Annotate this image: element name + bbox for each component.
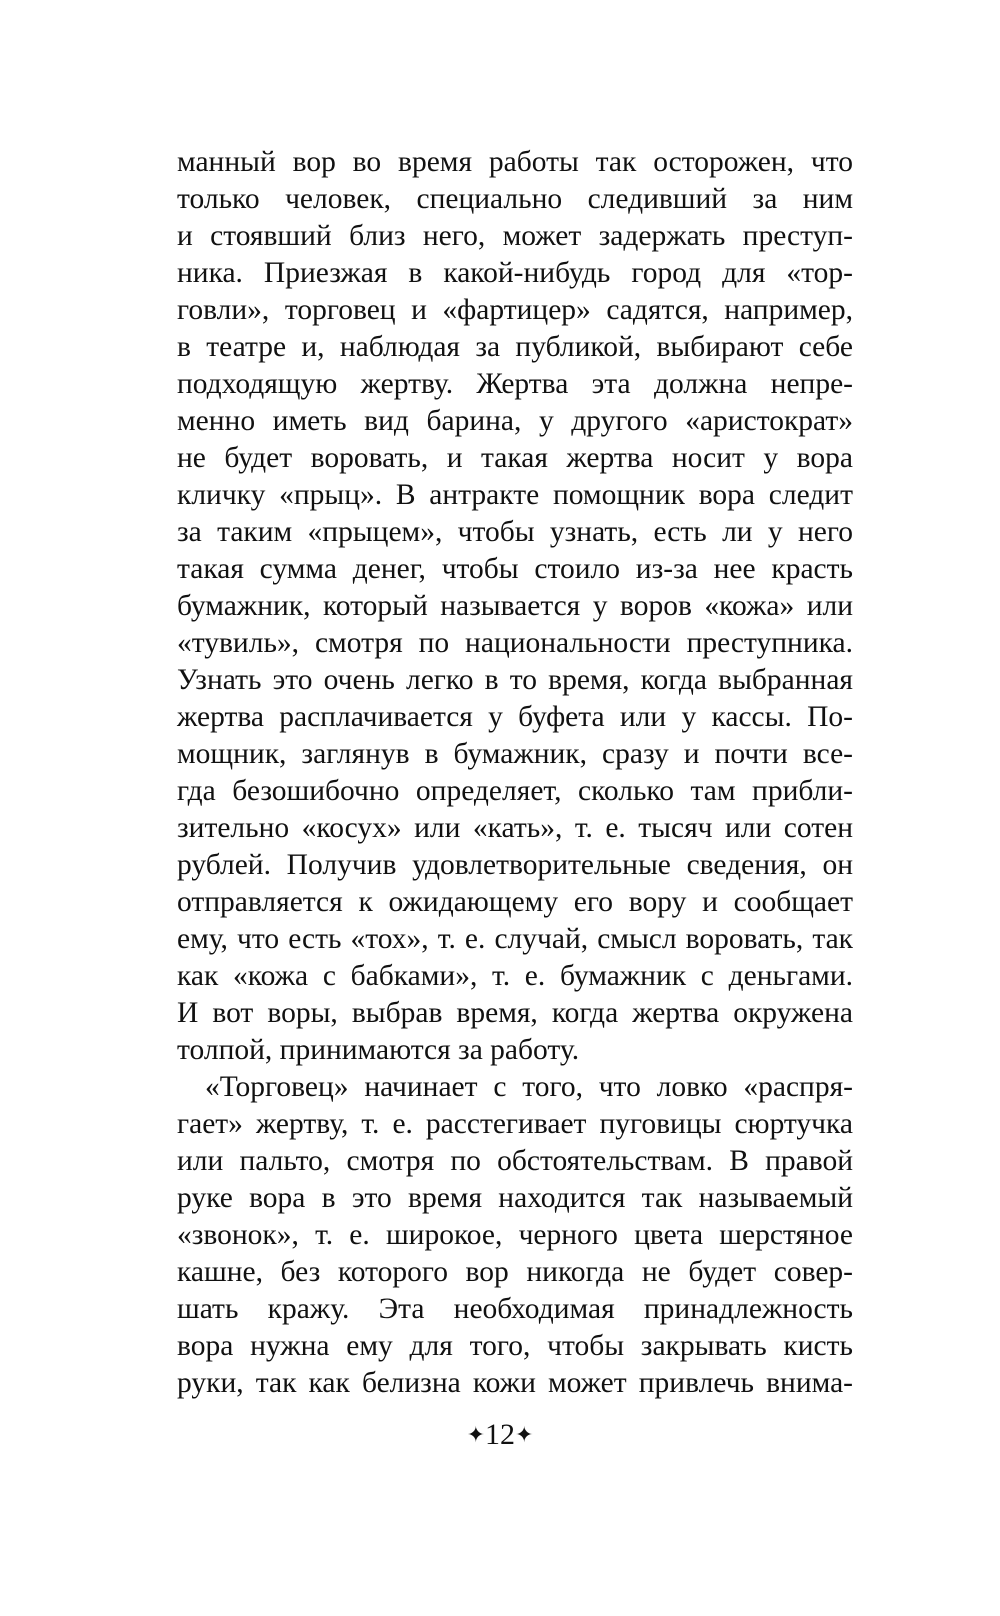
text-line: руке вора в это время находится так называемый xyxy=(177,1182,853,1214)
text-line: «звонок», т. е. широкое, черного цвета шерстяное xyxy=(177,1219,853,1251)
text-line: рублей. Получив удовлетворительные сведения, он xyxy=(177,849,853,881)
text-line: манный вор во время работы так осторожен, что xyxy=(177,146,853,178)
text-line: «тувиль», смотря по национальности преступника. xyxy=(177,627,853,659)
text-line: только человек, специально следивший за ним xyxy=(177,183,853,215)
text-line: или пальто, смотря по обстоятельствам. В правой xyxy=(177,1145,853,1177)
text-line: как «кожа с бабками», т. е. бумажник с деньгами. xyxy=(177,960,853,992)
text-line: говли», торговец и «фартицер» садятся, например, xyxy=(177,294,853,326)
text-line: в театре и, наблюдая за публикой, выбирают себе xyxy=(177,331,853,363)
text-line: такая сумма денег, чтобы стоило из-за нее красть xyxy=(177,553,853,585)
text-line: зительно «косух» или «кать», т. е. тысяч или сотен xyxy=(177,812,853,844)
text-line: гает» жертву, т. е. расстегивает пуговицы сюртучка xyxy=(177,1108,853,1140)
text-line: руки, так как белизна кожи может привлечь внима- xyxy=(177,1367,853,1399)
text-line: не будет воровать, и такая жертва носит у вора xyxy=(177,442,853,474)
ornament-star-icon: ✦ xyxy=(466,1422,485,1447)
text-line: гда безошибочно определяет, сколько там прибли- xyxy=(177,775,853,807)
paragraph-end-line: толпой, принимаются за работу. xyxy=(177,1034,580,1066)
text-line: отправляется к ожидающему его вору и сообщает xyxy=(177,886,853,918)
text-line: вора нужна ему для того, чтобы закрывать кисть xyxy=(177,1330,853,1362)
text-line: мощник, заглянув в бумажник, сразу и почти все- xyxy=(177,738,853,770)
text-line: шать кражу. Эта необходимая принадлежность xyxy=(177,1293,853,1325)
page-number-footer xyxy=(0,1415,1000,1455)
body-text xyxy=(177,144,853,1402)
text-line: за таким «прыцем», чтобы узнать, есть ли у него xyxy=(177,516,853,548)
text-line: подходящую жертву. Жертва эта должна непре- xyxy=(177,368,853,400)
paragraph-start-line: «Торговец» начинает с того, что ловко «распря- xyxy=(205,1071,853,1103)
text-line: бумажник, который называется у воров «кожа» или xyxy=(177,590,853,622)
text-line: ему, что есть «тох», т. е. случай, смысл воровать, так xyxy=(177,923,853,955)
text-line: ника. Приезжая в какой-нибудь город для «тор- xyxy=(177,257,853,289)
ornament-star-icon: ✦ xyxy=(515,1422,534,1447)
text-line: жертва расплачивается у буфета или у кассы. По- xyxy=(177,701,853,733)
text-line: и стоявший близ него, может задержать преступ- xyxy=(177,220,853,252)
text-line: кличку «прыц». В антракте помощник вора следит xyxy=(177,479,853,511)
text-line: менно иметь вид барина, у другого «аристократ» xyxy=(177,405,853,437)
page-number: 12 xyxy=(485,1418,515,1451)
text-line: кашне, без которого вор никогда не будет совер- xyxy=(177,1256,853,1288)
text-line: Узнать это очень легко в то время, когда выбранная xyxy=(177,664,853,696)
text-line: И вот воры, выбрав время, когда жертва окружена xyxy=(177,997,853,1029)
